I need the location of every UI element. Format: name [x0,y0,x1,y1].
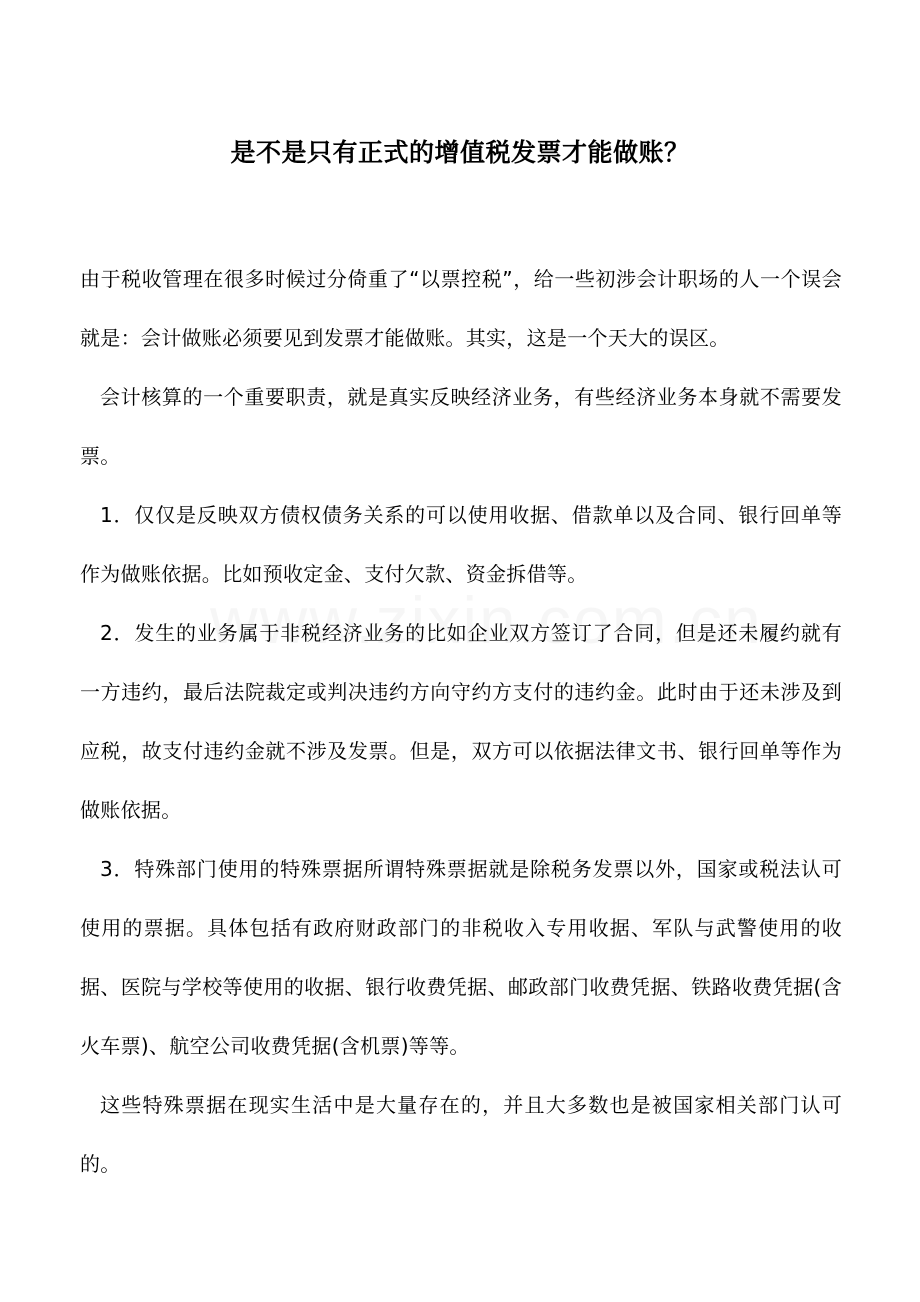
paragraph-item-2: 2．发生的业务属于非税经济业务的比如企业双方签订了合同，但是还未履约就有一方违约，最后法院裁定或判决违约方向守约方支付的违约金。此时由于还未涉及到应税，故支付违约金就不涉及发票。但是，双方可以依据法律文书、银行回单等作为做账依据。 [80,621,842,822]
document-body [80,250,842,1194]
paragraph-accounting-duty: 会计核算的一个重要职责，就是真实反映经济业务，有些经济业务本身就不需要发票。 [80,385,842,468]
paragraph-item-3: 3．特殊部门使用的特殊票据所谓特殊票据就是除税务发票以外，国家或税法认可使用的票据。具体包括有政府财政部门的非税收入专用收据、军队与武警使用的收据、医院与学校等使用的收据、银行收费凭据、邮政部门收费凭据、铁路收费凭据(含火车票)、航空公司收费凭据(含机票)等等。 [80,857,842,1058]
document-title: 是不是只有正式的增值税发票才能做账？ [230,137,690,167]
paragraph-conclusion: 这些特殊票据在现实生活中是大量存在的，并且大多数也是被国家相关部门认可的。 [80,1093,842,1176]
paragraph-intro: 由于税收管理在很多时候过分倚重了“以票控税”，给一些初涉会计职场的人一个误会就是：会计做账必须要见到发票才能做账。其实，这是一个天大的误区。 [80,267,842,350]
paragraph-item-1: 1．仅仅是反映双方债权债务关系的可以使用收据、借款单以及合同、银行回单等作为做账依据。比如预收定金、支付欠款、资金拆借等。 [80,503,842,586]
